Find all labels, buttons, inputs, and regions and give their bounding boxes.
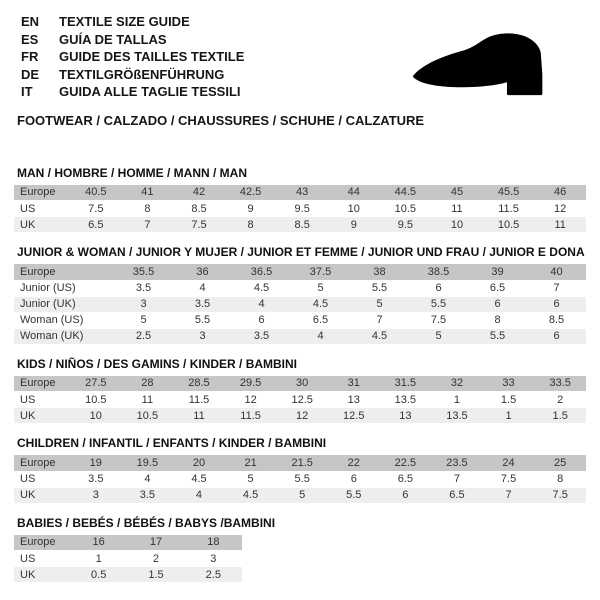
size-cell: 6.5 xyxy=(449,489,465,501)
size-cell: 11 xyxy=(193,409,205,422)
size-cell: 24 xyxy=(502,456,515,469)
size-cell: 1.5 xyxy=(500,393,517,406)
row-label: Europe xyxy=(20,536,56,549)
size-cell: 7 xyxy=(453,473,461,485)
row-label: Junior (US) xyxy=(20,282,76,294)
size-row xyxy=(14,551,242,567)
size-cell: 4 xyxy=(317,330,324,342)
table-title: KIDS / NIÑOS / DES GAMINS / KINDER / BAMBINI xyxy=(17,356,298,371)
size-cell: 12 xyxy=(244,393,257,406)
page-header xyxy=(14,13,586,101)
size-cell: 28 xyxy=(141,377,154,390)
row-label: UK xyxy=(20,568,36,581)
language-label: GUÍA DE TALLAS xyxy=(59,31,167,47)
size-cell: 5 xyxy=(376,298,383,310)
language-code: IT xyxy=(21,84,33,99)
size-cell: 12 xyxy=(554,202,567,215)
size-cell: 21 xyxy=(244,456,257,469)
size-cell: 30 xyxy=(296,377,309,390)
size-cell: 33.5 xyxy=(549,377,571,390)
size-cell: 9.5 xyxy=(397,218,413,231)
size-cell: 11 xyxy=(554,218,566,231)
size-cell: 27.5 xyxy=(85,377,107,390)
size-cell: 6 xyxy=(494,298,501,310)
size-cell: 18 xyxy=(207,536,220,549)
size-cell: 41 xyxy=(141,186,154,199)
size-cell: 8 xyxy=(494,314,501,326)
size-cell: 12.5 xyxy=(291,393,313,406)
size-row xyxy=(14,217,586,233)
row-label: Europe xyxy=(20,265,56,278)
size-cell: 4.5 xyxy=(242,489,259,501)
size-cell: 1 xyxy=(505,409,512,422)
size-cell: 19.5 xyxy=(136,456,159,469)
size-cell: 4.5 xyxy=(371,330,388,342)
size-cell: 5.5 xyxy=(294,473,310,485)
size-row xyxy=(14,567,242,583)
size-cell: 2.5 xyxy=(205,568,221,581)
size-cell: 21.5 xyxy=(291,456,313,469)
size-row xyxy=(14,471,586,487)
language-label: GUIDA ALLE TAGLIE TESSILI xyxy=(59,84,241,99)
size-cell: 32 xyxy=(450,377,464,390)
size-cell: 8.5 xyxy=(294,218,310,231)
size-cell: 35.5 xyxy=(132,265,155,278)
size-cell: 3.5 xyxy=(194,298,211,310)
size-cell: 5 xyxy=(317,282,324,294)
language-code: EN xyxy=(21,14,40,29)
size-cell: 25 xyxy=(554,456,567,469)
size-cell: 16 xyxy=(92,536,105,549)
size-cell: 6 xyxy=(258,314,265,326)
size-table-body xyxy=(14,185,586,233)
size-cell: 22 xyxy=(347,456,360,469)
size-cell: 11 xyxy=(451,202,463,215)
row-label: US xyxy=(20,473,36,485)
size-cell: 31.5 xyxy=(394,377,417,390)
size-cell: 44.5 xyxy=(394,186,417,199)
size-cell: 5.5 xyxy=(430,298,447,310)
size-cell: 5.5 xyxy=(489,330,506,342)
size-header-row xyxy=(14,185,586,201)
language-list xyxy=(14,13,244,101)
language-row xyxy=(21,13,244,31)
size-cell: 40.5 xyxy=(85,186,107,199)
size-cell: 12.5 xyxy=(343,409,365,422)
size-cell: 7 xyxy=(144,218,151,231)
language-row xyxy=(21,31,244,49)
size-row xyxy=(14,201,586,217)
size-cell: 10.5 xyxy=(394,202,417,215)
size-cell: 6 xyxy=(553,298,560,310)
size-cell: 4 xyxy=(258,298,265,310)
size-cell: 13.5 xyxy=(446,409,468,422)
size-cell: 3.5 xyxy=(139,489,156,501)
size-cell: 19 xyxy=(89,456,102,469)
size-cell: 1 xyxy=(95,552,102,565)
size-cell: 4.5 xyxy=(312,298,329,310)
size-cell: 10.5 xyxy=(85,393,107,406)
row-label: Europe xyxy=(20,456,56,469)
size-cell: 11.5 xyxy=(188,393,210,406)
size-row xyxy=(14,296,586,312)
size-cell: 44 xyxy=(347,186,360,199)
size-cell: 13 xyxy=(399,409,412,422)
size-cell: 6.5 xyxy=(312,314,329,326)
size-cell: 2.5 xyxy=(135,330,152,342)
size-table-section xyxy=(14,357,586,425)
size-table xyxy=(14,376,586,425)
size-table-section xyxy=(14,245,586,345)
size-cell: 42 xyxy=(192,186,206,199)
size-table xyxy=(14,535,242,584)
size-cell: 8.5 xyxy=(548,314,565,326)
size-cell: 0.5 xyxy=(91,568,107,581)
table-title: CHILDREN / INFANTIL / ENFANTS / KINDER / BAMBINI xyxy=(17,436,327,450)
size-cell: 29.5 xyxy=(239,377,262,390)
size-cell: 8 xyxy=(247,218,254,231)
size-cell: 17 xyxy=(149,536,163,549)
size-cell: 11 xyxy=(141,393,154,406)
size-cell: 7.5 xyxy=(552,489,568,501)
size-cell: 39 xyxy=(491,265,504,278)
size-row xyxy=(14,280,586,296)
size-tables xyxy=(14,166,586,584)
size-cell: 23.5 xyxy=(446,456,468,469)
row-label: UK xyxy=(20,409,36,422)
size-cell: 38 xyxy=(373,265,386,278)
size-cell: 6.5 xyxy=(88,218,104,231)
size-cell: 7.5 xyxy=(500,473,517,485)
row-label: UK xyxy=(20,489,36,501)
size-cell: 4 xyxy=(144,473,151,485)
size-cell: 38.5 xyxy=(427,265,450,278)
size-row xyxy=(14,312,586,328)
size-cell: 5 xyxy=(435,330,442,342)
size-cell: 13.5 xyxy=(394,393,417,406)
dress-shoe-icon xyxy=(388,26,568,100)
category-line: FOOTWEAR / CALZADO / CHAUSSURES / SCHUHE / CALZATURE xyxy=(17,112,425,128)
size-cell: 5.5 xyxy=(194,314,211,326)
table-title: MAN / HOMBRE / HOMME / MANN / MAN xyxy=(17,165,247,180)
size-cell: 10 xyxy=(450,218,464,231)
language-label: TEXTILGRÖßENFÜHRUNG xyxy=(59,66,225,82)
size-cell: 36.5 xyxy=(250,265,273,278)
row-label: US xyxy=(20,393,36,406)
size-cell: 13 xyxy=(347,393,360,406)
row-label: Europe xyxy=(20,377,56,390)
size-cell: 2 xyxy=(557,393,564,406)
size-header-row xyxy=(14,264,586,280)
table-title: JUNIOR & WOMAN / JUNIOR Y MUJER / JUNIOR ET FEMME / JUNIOR UND FRAU / JUNIOR E DONA xyxy=(17,245,585,259)
size-cell: 7 xyxy=(376,314,383,326)
size-cell: 7 xyxy=(505,489,512,501)
size-header-row xyxy=(14,455,586,471)
size-cell: 37.5 xyxy=(309,265,332,278)
size-cell: 1.5 xyxy=(552,409,568,422)
size-cell: 12 xyxy=(296,409,309,422)
language-row xyxy=(21,48,244,66)
size-cell: 6 xyxy=(553,330,560,342)
size-cell: 3.5 xyxy=(253,330,270,342)
language-code: ES xyxy=(21,31,39,47)
size-cell: 8.5 xyxy=(191,202,207,215)
size-cell: 5 xyxy=(140,314,147,326)
size-cell: 7 xyxy=(553,282,560,294)
row-label: Europe xyxy=(20,186,56,199)
size-cell: 6 xyxy=(350,473,357,485)
size-cell: 40 xyxy=(550,265,563,278)
size-header-row xyxy=(14,376,586,392)
size-cell: 5 xyxy=(247,473,254,485)
size-table-section xyxy=(14,166,586,234)
size-row xyxy=(14,487,586,503)
size-cell: 45.5 xyxy=(497,186,520,199)
size-table-section xyxy=(14,516,586,584)
size-cell: 5 xyxy=(299,489,306,501)
size-cell: 9.5 xyxy=(294,202,310,215)
size-table xyxy=(14,455,586,504)
language-label: TEXTILE SIZE GUIDE xyxy=(59,14,190,29)
row-label: Junior (UK) xyxy=(20,298,76,310)
row-label: Woman (UK) xyxy=(20,330,84,342)
language-row xyxy=(21,83,244,101)
size-cell: 6 xyxy=(435,282,442,294)
size-header-row xyxy=(14,535,242,551)
language-code: DE xyxy=(21,66,40,82)
size-cell: 3 xyxy=(210,552,217,565)
size-cell: 8 xyxy=(557,473,564,485)
size-cell: 9 xyxy=(350,218,357,231)
size-cell: 31 xyxy=(347,377,360,390)
size-cell: 22.5 xyxy=(394,456,417,469)
size-table-body xyxy=(14,535,242,583)
size-cell: 33 xyxy=(502,377,515,390)
size-cell: 7.5 xyxy=(430,314,447,326)
size-cell: 43 xyxy=(296,186,309,199)
language-code: FR xyxy=(21,49,39,64)
size-cell: 36 xyxy=(196,265,209,278)
size-cell: 8 xyxy=(144,202,151,215)
size-cell: 3.5 xyxy=(135,282,152,294)
size-cell: 3 xyxy=(92,489,99,501)
size-cell: 4.5 xyxy=(191,473,207,485)
size-cell: 9 xyxy=(247,202,254,215)
size-cell: 10 xyxy=(89,409,102,422)
size-cell: 10.5 xyxy=(136,409,159,422)
size-cell: 3.5 xyxy=(88,473,104,485)
size-cell: 4.5 xyxy=(253,282,270,294)
size-row xyxy=(14,392,586,408)
size-table xyxy=(14,185,586,234)
size-cell: 4 xyxy=(199,282,206,294)
size-table xyxy=(14,264,586,345)
size-row xyxy=(14,408,586,424)
size-cell: 42.5 xyxy=(239,186,262,199)
size-cell: 7.5 xyxy=(88,202,104,215)
row-label: Woman (US) xyxy=(20,314,84,326)
size-cell: 10 xyxy=(347,202,360,215)
size-row xyxy=(14,328,586,344)
size-cell: 45 xyxy=(450,186,464,199)
size-cell: 11.5 xyxy=(240,409,261,422)
size-table-body xyxy=(14,376,586,424)
size-cell: 5.5 xyxy=(346,489,362,501)
size-guide-page xyxy=(14,13,586,583)
size-cell: 1 xyxy=(453,393,461,406)
size-cell: 10.5 xyxy=(497,218,520,231)
table-title: BABIES / BEBÉS / BÉBÉS / BABYS /BAMBINI xyxy=(17,515,276,530)
size-table-section xyxy=(14,436,586,504)
size-cell: 7.5 xyxy=(191,218,207,231)
size-cell: 1.5 xyxy=(148,568,164,581)
size-cell: 3 xyxy=(199,330,206,342)
size-cell: 4 xyxy=(195,489,203,501)
size-cell: 28.5 xyxy=(188,377,210,390)
language-label: GUIDE DES TAILLES TEXTILE xyxy=(59,49,245,64)
size-cell: 46 xyxy=(554,186,567,199)
language-row xyxy=(21,66,244,84)
size-table-body xyxy=(14,455,586,503)
size-cell: 3 xyxy=(140,298,147,310)
size-cell: 2 xyxy=(152,552,160,565)
size-cell: 6.5 xyxy=(489,282,506,294)
size-cell: 5.5 xyxy=(371,282,388,294)
size-table-body xyxy=(14,264,586,344)
size-cell: 6.5 xyxy=(397,473,413,485)
row-label: US xyxy=(20,552,36,565)
row-label: UK xyxy=(20,218,36,231)
size-cell: 11.5 xyxy=(498,202,519,215)
size-cell: 20 xyxy=(192,456,206,469)
row-label: US xyxy=(20,202,36,215)
size-cell: 6 xyxy=(402,489,409,501)
